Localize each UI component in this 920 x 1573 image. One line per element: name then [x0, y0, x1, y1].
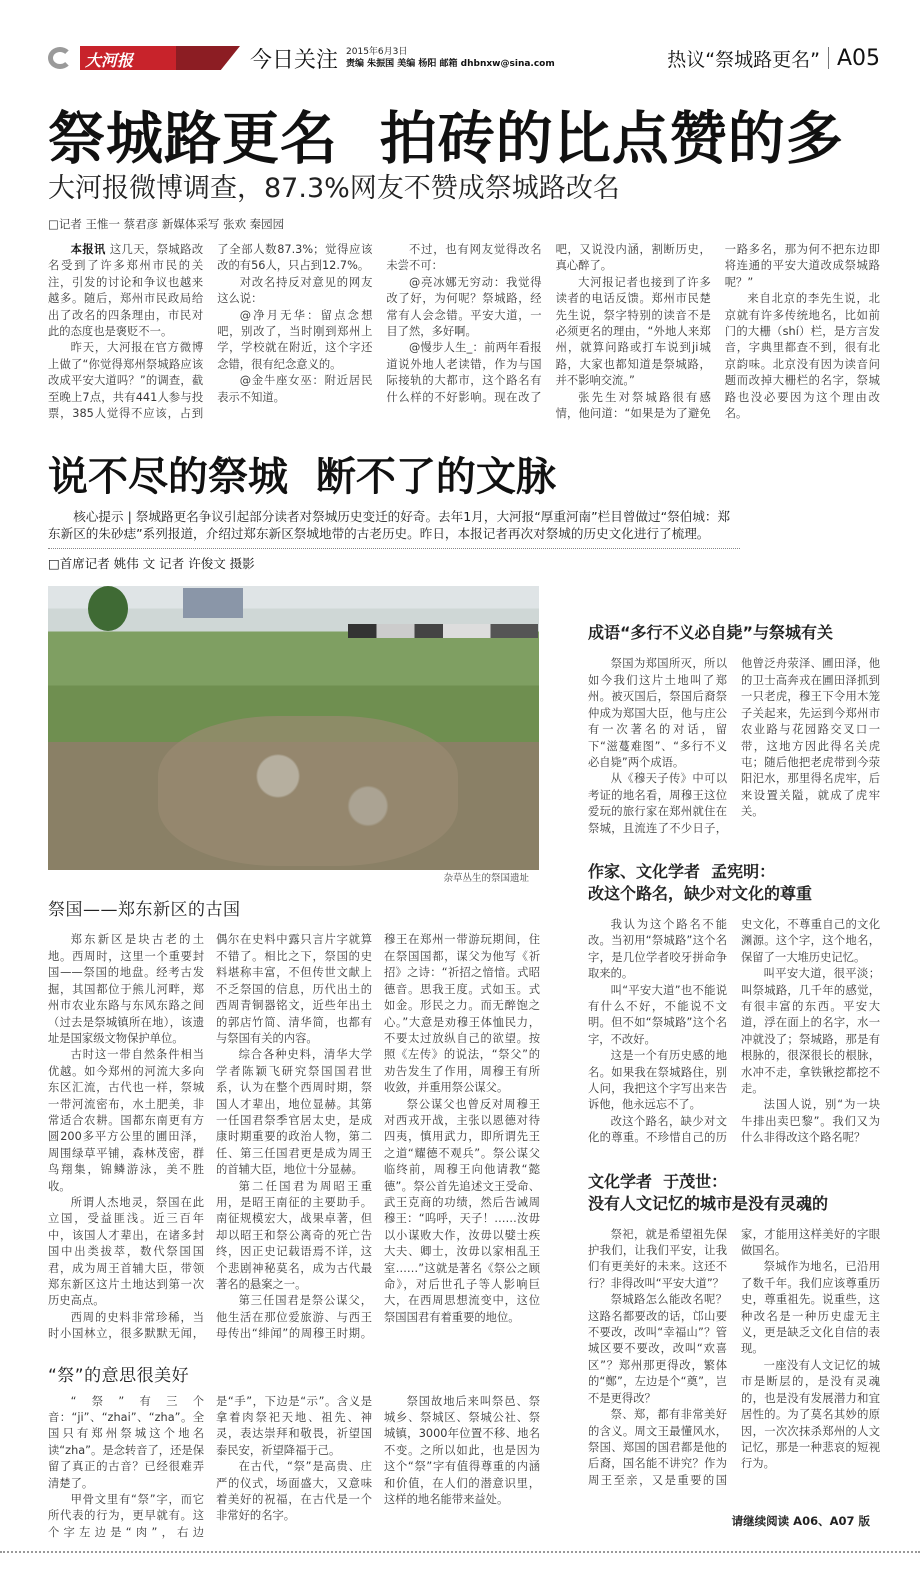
paragraph [588, 1048, 727, 1114]
paragraph [588, 1227, 727, 1293]
site-photo [48, 586, 539, 870]
paragraph-text: 一座没有人文记忆的城市是断层的，是没有灵魂的，也是没有发展潜力和宜居性的。为了莫名其妙的原因，一次次抹杀郑州的人文记忆，那是一种悲哀的短视行为。 [741, 1358, 880, 1471]
masthead [48, 40, 880, 76]
paragraph-text: 张先生对祭城路很有感情，他问道：“如果是为了避免一路多名，那为何不把东边即将连通的平安大道改成祭城路呢？” [555, 243, 880, 421]
paragraph [217, 373, 372, 406]
feature-body [48, 586, 880, 1541]
paragraph-text: 从《穆天子传》中可以考证的地名看，周穆王这位爱玩的旅行家在郑州就住在祭城，且流连了不少日子，他曾泛舟荥泽、圃田泽，他的卫士高奔戎在圃田泽抓到一只老虎，穆王下令用木笼子关起来，先运到今郑州市农业路与花园路交叉口一带，这地方因此得名关虎屯；随后他把老虎带到今荥阳汜水，那里得名虎牢，后来设置关隘，就成了虎牢关。 [588, 657, 880, 835]
paragraph-text: 我认为这个路名不能改。当初用“祭城路”这个名字，是几位学者咬牙拼命争取来的。 [588, 917, 727, 981]
sidebar-idiom-body [588, 656, 880, 836]
heading-line: 改这个路名，缺少对文化的尊重 [588, 883, 813, 903]
paragraph-text: @慢步人生_：前两年看报道说外地人老读错，作为与国际接轨的大都市，这个路名有什么样的不好影响。现在改了吧，又说没内涵，割断历史，真心醉了。 [386, 243, 711, 404]
section-name: 今日关注 [250, 47, 339, 73]
heading-line: 文化学者 于茂世： [588, 1171, 728, 1191]
paragraph-text: 祭祀，就是希望祖先保护我们，让我们平安，让我们有更美好的未来。这还不行？非得改叫“平安大道”？ [588, 1227, 727, 1290]
paragraph-text: 改这个路名，缺少对文化的尊重。不珍惜自己的历史文化，不尊重自己的文化渊源。这个字，这个地名，保留了一大堆历史记忆。 [588, 917, 880, 1145]
article1-byline: □记者 王惟一 蔡君彦 新媒体采写 张欢 秦园园 [48, 217, 285, 231]
photo-caption: 杂草丛生的祭国遗址 [443, 873, 529, 885]
paragraph-text: 这几天，祭城路改名受到了许多郑州市民的关注，引发的讨论和争议也越来越多。随后，郑州市民政局给出了改名的四条理由，市民对此的态度也是褒贬不一。 [48, 243, 204, 339]
paragraph [48, 1047, 204, 1195]
paragraph-text: 叫平安大道，很平淡；叫祭城路，几千年的感觉，有很丰富的东西。平安大道，浮在面上的名字，水一冲就没了；祭城路，那是有根脉的，很深很长的根脉，水冲不走，拿铁锹挖都挖不走。 [741, 967, 880, 1095]
paragraph [588, 1292, 727, 1407]
editors-line: 责编 朱振国 美编 杨阳 邮箱 dhbnxw@sina.com [346, 59, 555, 69]
divider [48, 548, 740, 549]
sidebar-heading-yu [588, 1171, 880, 1215]
paragraph-text: 综合各种史料，清华大学学者陈颖飞研究祭国国君世系，认为在整个西周时期，祭国人才辈出，地位显赫。其第一任国君祭季官居太史，是成康时期重要的政治人物，第二任、第三任国君更是成为周王的首辅大臣，地位十分显赫。 [216, 1048, 372, 1177]
paragraph [556, 275, 711, 390]
section-heading-jiguo: 祭国——郑东新区的古国 [48, 900, 241, 921]
paragraph-text: 祭城路怎么能改名呢？这路名都要改的话，邙山要不要改，改叫“幸福山”？管城区要不要改，改叫“欢喜区”？郑州那更得改，繁体的“鄭”，左边是个“奠”，岂不是更得改？ [588, 1293, 727, 1405]
paragraph [725, 291, 880, 422]
paragraph-text: 叫“平安大道”也不能说有什么不好，不能说不文明。但不如“祭城路”这个名字，不改好。 [588, 983, 727, 1046]
paragraph [741, 1358, 880, 1473]
paragraph-text: 西周的史料非常珍稀，当时小国林立，很多默默无闻，偶尔在史料中露只言片字就算不错了。相比之下，祭国的史料堪称丰富，不但传世文献上不乏祭国的信息，历代出土的西周青铜器铭文，近些年出土的郭店竹简、清华简，也都有与祭国有关的内容。 [48, 933, 372, 1341]
paragraph [217, 308, 372, 374]
issue-meta [346, 46, 555, 70]
paragraph-text: 法国人说，别“为一块牛排出卖巴黎”。我们又为什么非得改这个路名呢？ [741, 1098, 880, 1145]
photo-debris [158, 716, 458, 866]
continue-reading-note[interactable]: 请继续阅读 A06、A07 版 [731, 1514, 870, 1529]
heading-line: 作家、文化学者 孟宪明： [588, 861, 776, 881]
paragraph-text: 不过，也有网友觉得改名未尝不可： [386, 243, 542, 273]
photo-tree [88, 586, 128, 631]
heading-line: 没有人文记忆的城市是没有灵魂的 [588, 1193, 829, 1213]
paragraph-text: 祭国故地后来叫祭邑、祭城乡、祭城区、祭城公社、祭城镇，3000年位置不移、地名不变。之所以如此，也是因为这个“祭”字有值得尊重的内涵和价值，在人们的潜意识里，这样的地名能带来益处。 [384, 1394, 540, 1507]
dateline: 本报讯 [70, 243, 106, 256]
bottom-rule [0, 1551, 920, 1553]
paragraph [216, 1179, 372, 1294]
section-heading-meaning: “祭”的意思很美好 [48, 1365, 190, 1386]
paragraph [386, 275, 541, 341]
issue-date: 2015年6月3日 [346, 47, 408, 57]
paragraph [216, 1047, 372, 1178]
paragraph-text: 祭公谋父也曾反对周穆王对西戎开战，主张以恩德对待四夷，慎用武力，即所谓先王之道“耀德不观兵”。祭公谋父临终前，周穆王向他请教“懿德”。祭公首先追述文王受命、武王克商的功绩，然后告诫周穆王：“呜呼，天子！……汝毋以小谋败大作，汝毋以嬖士疾大夫、卿士，汝毋以家相乱王室……”这就是著名《祭公之顾命》，对后世孔子等人影响巨大，在西周思想流变中，这位祭国国君有着重要的地位。 [384, 1097, 540, 1324]
paragraph [386, 242, 541, 275]
paragraph-text: 对改名持反对意见的网友这么说： [217, 275, 373, 306]
paragraph-text: @亮冰娜无穷动：我觉得改了好，为何呢？祭城路，经常有人会念错。平安大道，一目了然，多好啊。 [386, 275, 542, 339]
paragraph [384, 1394, 540, 1509]
paragraph-text: 来自北京的李先生说，北京就有许多传统地名，比如前门的大栅（shí）栏，是方言发音，字典里都查不到，很有北京韵味。北京没有因为读音问题而改掉大栅栏的名字，祭城路也没必要因为这个理由改名。 [724, 292, 880, 421]
sidebar-meng-body [588, 917, 880, 1147]
paragraph [588, 983, 727, 1049]
header-divider [828, 47, 829, 69]
photo-building [183, 588, 243, 618]
main-headline: 祭城路更名 拍砖的比点赞的多 [48, 106, 844, 172]
paragraph-text: 昨天，大河报在官方微博上做了“你觉得郑州祭城路应该改成平安大道吗？”的调查，截至晚上7点，共有441人参与投票，385人觉得不应该，占到了全部人数87.3%；觉得应该改的有56人，只占到12.7%。 [48, 243, 373, 421]
paragraph-text: 大河报记者也接到了许多读者的电话反馈。郑州市民楚先生说，祭字特别的读音不是必须更名的理由，“外地人来郑州，就算问路或打车说到ji城路，大家也都知道是祭城路，并不影响交流。” [555, 275, 711, 388]
paragraph [217, 275, 372, 308]
paragraph [741, 1259, 880, 1357]
paragraph [48, 242, 203, 340]
paragraph-text: 甲骨文里有“祭”字，而它所代表的行为，更早就有。这个字左边是“肉”，右边是“手”，下边是“示”。含义是拿着肉祭祀天地、祖先、神灵，表达崇拜和敬畏，祈望国泰民安，祈望降福于己。 [48, 1394, 372, 1539]
newspaper-logo [80, 46, 270, 70]
section-jiguo-body [48, 932, 540, 1342]
feature-sidebar [588, 586, 880, 1541]
paragraph-text: 所谓人杰地灵，祭国在此立国，受益匪浅。近三百年中，该国人才辈出，在诸多封国中出类拔萃，数代祭国国君，成为周王首辅大臣，带领郑东新区这片土地达到第一次历史高点。 [48, 1195, 204, 1308]
core-tip: 核心提示 | 祭城路更名争议引起部分读者对祭城历史变迁的好奇。去年1月，大河报“厚重河南”栏目曾做过“祭伯城：郑东新区的朱砂痣”系列报道，介绍过郑东新区祭城地带的古老历史。昨日，本报记者再次对祭城的历史文化进行了梳理。 [48, 509, 731, 542]
paragraph-text: “祭”有三个音：“ji”、“zhai”、“zha”。全国只有郑州祭城这个地名读“zha”。是念转音了，还是保留了真正的古音？已经很难弄清楚了。 [48, 1394, 204, 1490]
paragraph [216, 1459, 372, 1525]
paragraph-text: @净月无华：留点念想吧，别改了，当时刚到郑州上学，学校就在附近，这个字还念错，很有纪念意义的。 [217, 308, 373, 371]
sidebar-yu-body [588, 1227, 880, 1490]
feature-left-column [48, 586, 540, 1541]
paragraph [48, 1394, 204, 1492]
paragraph-text: 祭城作为地名，已沿用了数千年。我们应该尊重历史，尊重祖先。说重些，这种改名是一种历史虚无主义，更是缺乏文化自信的表现。 [741, 1260, 880, 1356]
topic-label: 热议“祭城路更名” [667, 48, 820, 71]
article2-byline: □首席记者 姚伟 文 记者 许俊文 摄影 [48, 556, 255, 572]
paragraph [741, 1097, 880, 1146]
paragraph-text: 第三任国君是祭公谋父，他生活在那位爱旅游、与西王母传出“绯闻”的周穆王时期。穆王在郑州一带游玩期间，住在祭国国都，谋父为他写《祈招》之诗：“祈招之愔愔。式昭德音。思我王度。式如玉。式如金。形民之力。而无醉饱之心。”大意是劝穆王体恤民力，不要太过放纵自己的欲望。按照《左传》的说法，“祭父”的劝告发生了作用，周穆王有所收敛，并重用祭公谋父。 [216, 933, 540, 1341]
logo-text: 大河报 [85, 51, 134, 70]
paragraph-text: 古时这一带自然条件相当优越。如今郑州的河流大多向东区汇流，古代也一样，祭城一带河流密布，水土肥美，非常适合农耕。国都东南更有方圆200多平方公里的圃田泽，周围绿草平铺，森林茂密，群鸟翔集，锦鳞游泳，美不胜收。 [48, 1048, 204, 1193]
sidebar-heading-meng [588, 861, 880, 905]
feature-headline: 说不尽的祭城 断不了的文脉 [48, 454, 556, 501]
paragraph [588, 917, 727, 983]
paragraph [741, 966, 880, 1097]
paragraph-text: 郑东新区是块古老的土地。西周时，这里一个重要封国——祭国的地盘。经考古发掘，其国都位于熊儿河畔，郑州市农业东路与东风东路之间（过去是祭城镇所在地），该遗址是国家级文物保护单位。 [48, 933, 204, 1045]
paragraph [588, 656, 727, 771]
paragraph-text: 在古代，“祭”是高贵、庄严的仪式，场面盛大，又意味着美好的祝福，在古代是一个非常好的名字。 [216, 1460, 372, 1523]
paragraph-text: 祭国为郑国所灭，所以如今我们这片土地叫了郑州。被灭国后，祭国后裔祭仲成为郑国大臣，他与庄公有一次著名的对话，留下“滋蔓难图”、“多行不义必自毙”两个成语。 [588, 657, 727, 769]
paragraph [48, 932, 204, 1047]
photo-cars [348, 624, 538, 638]
heading-line: 成语“多行不义必自毙”与祭城有关 [588, 623, 834, 643]
paragraph-text: 第二任国君为周昭王重用，是昭王南征的主要助手。南征规模宏大，战果卓著，但却以昭王和祭公离奇的死亡告终，因正史记载语焉不详，这个悲剧神秘莫名，成为古代最著名的悬案之一。 [216, 1179, 372, 1291]
logo-swirl-icon [48, 47, 72, 69]
paragraph-text: 祭、郑，都有非常美好的含义。周文王最懂风水，祭国、郑国的国君都是他的后裔，国名能不讲究？作为周王至亲，又是重要的国家，才能用这样美好的字眼做国名。 [588, 1227, 880, 1487]
page-number: A05 [836, 45, 880, 71]
paragraph-text: @金牛座女巫：附近居民表示不知道。 [217, 374, 373, 404]
paragraph [384, 1097, 540, 1327]
paragraph-text: 这是一个有历史感的地名。如果我在祭城路住，别人问，我把这个字写出来告诉他，他永远忘不了。 [588, 1049, 727, 1112]
sidebar-heading-idiom [588, 622, 880, 644]
main-subheadline: 大河报微博调查，87.3%网友不赞成祭城路改名 [48, 173, 620, 204]
section-meaning-body [48, 1394, 540, 1542]
article1-body [48, 242, 880, 422]
paragraph [48, 1195, 204, 1310]
